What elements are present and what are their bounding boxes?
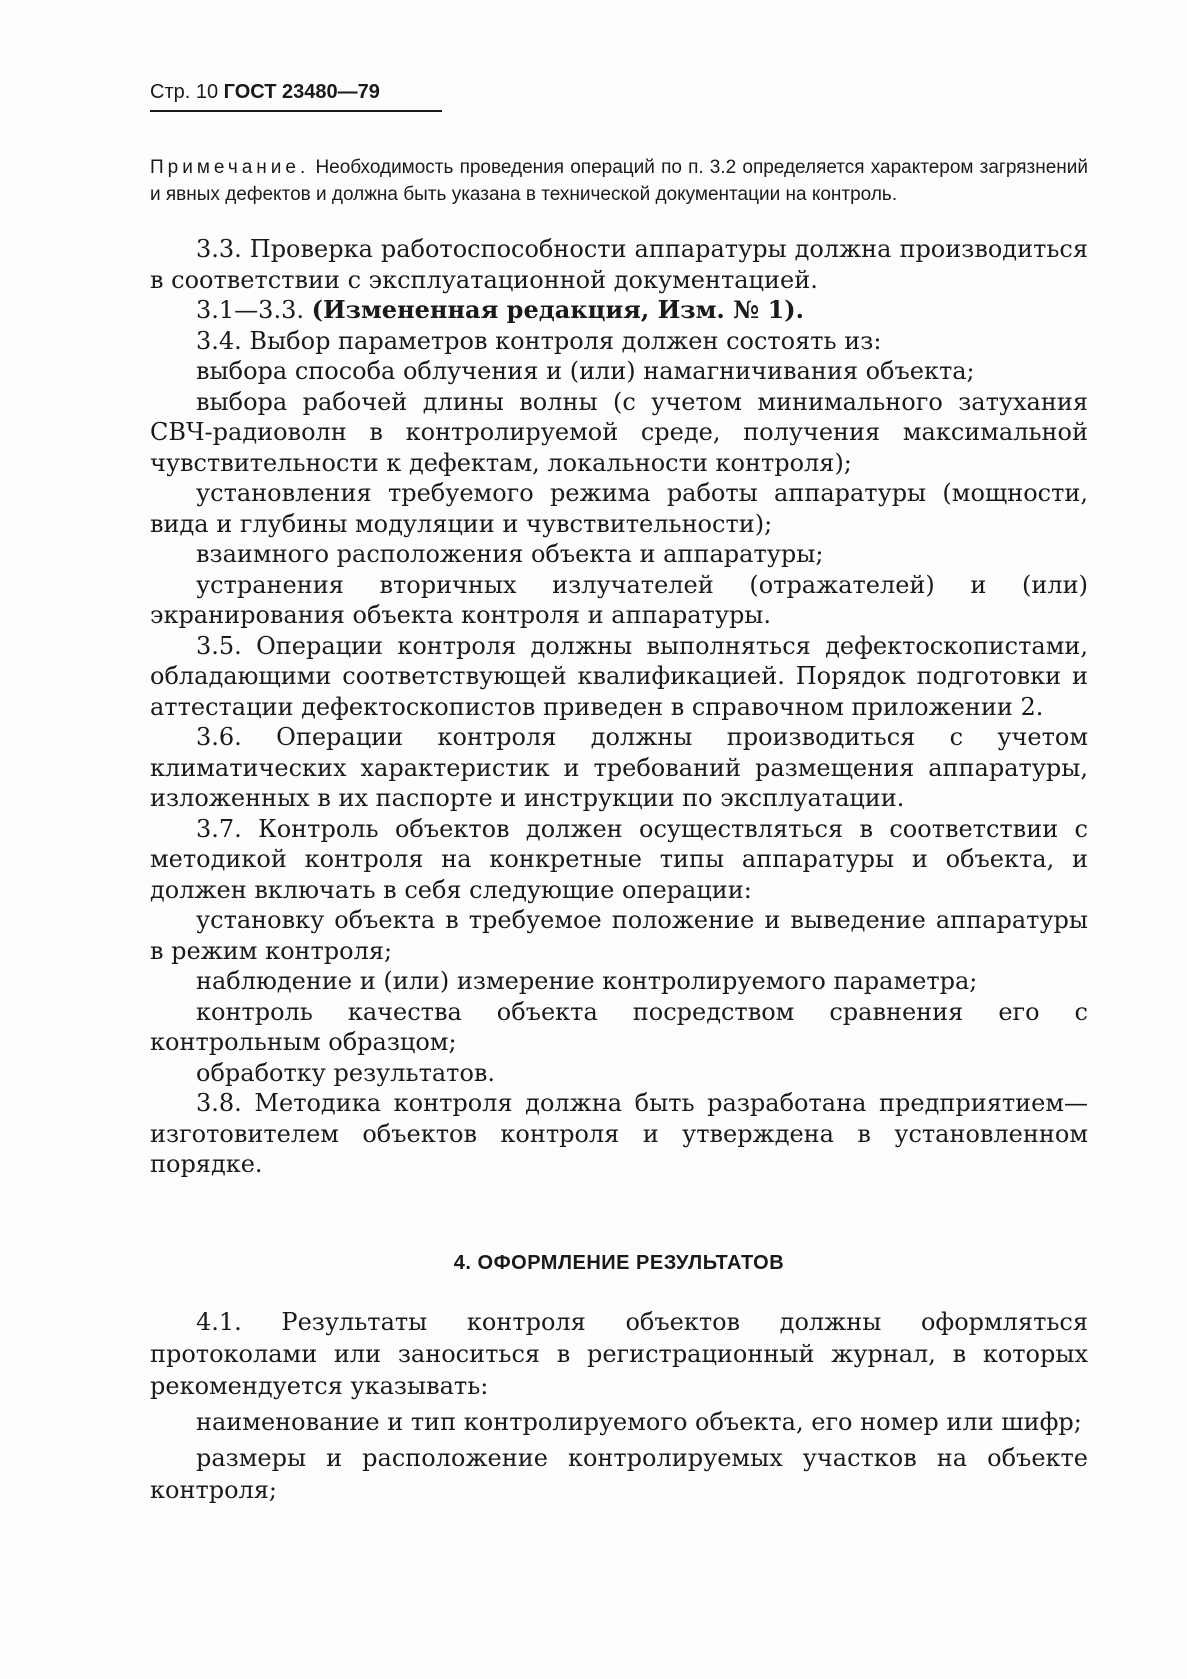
standard-number: ГОСТ 23480—79 xyxy=(223,81,380,103)
page-header xyxy=(150,78,442,112)
section-4-title: 4. ОФОРМЛЕНИЕ РЕЗУЛЬТАТОВ xyxy=(453,1252,785,1274)
section3-body xyxy=(150,234,1088,1180)
list-item: размеры и расположение контролируемых участков на объекте контроля; xyxy=(150,1444,1088,1504)
paragraph-3-3: 3.3. Проверка работоспособности аппаратуры должна производиться в соответствии с эксплуатационной документацией. xyxy=(150,235,1088,294)
note-heading: Примечание. xyxy=(150,157,310,178)
amendment-range: 3.1—3.3. xyxy=(196,296,304,324)
paragraph-3-5: 3.5. Операции контроля должны выполняться дефектоскопистами, обладающими соответствующей квалификацией. Порядок подготовки и аттестации дефектоскопистов приведен в справочном приложении 2. xyxy=(150,631,1088,721)
paragraph-3-7: 3.7. Контроль объектов должен осуществляться в соответствии с методикой контроля на конкретные типы аппаратуры и объекта, и должен включать в себя следующие операции: xyxy=(150,814,1088,904)
list-item: наименование и тип контролируемого объекта, его номер или шифр; xyxy=(196,1408,1082,1436)
note-block xyxy=(150,154,1088,208)
paragraph-3-4: 3.4. Выбор параметров контроля должен состоять из: xyxy=(196,326,882,355)
list-item: выбора способа облучения и (или) намагничивания объекта; xyxy=(196,357,975,385)
amendment-note: (Измененная редакция, Изм. № 1). xyxy=(311,295,804,324)
list-item: выбора рабочей длины волны (с учетом минимального затухания СВЧ-радиоволн в контролируемой среде, получения максимальной чувствительности к дефектам, локальности контроля); xyxy=(150,387,1088,477)
note-text: Необходимость проведения операций по п. 3.2 определяется характером загрязнений и явных дефектов и должна быть указана в технической документации на контроль. xyxy=(150,157,1088,205)
paragraph-3-6: 3.6. Операции контроля должны производиться с учетом климатических характеристик и требований размещения аппаратуры, изложенных в их паспорте и инструкции по эксплуатации. xyxy=(150,723,1088,812)
paragraph-4-1: 4.1. Результаты контроля объектов должны оформляться протоколами или заноситься в регистрационный журнал, в которых рекомендуется указывать: xyxy=(150,1308,1088,1400)
list-item: взаимного расположения объекта и аппаратуры; xyxy=(196,540,824,568)
page-number: Стр. 10 xyxy=(150,81,219,103)
amendment-line xyxy=(150,295,1088,326)
list-item: устранения вторичных излучателей (отражателей) и (или) экранирования объекта контроля и аппаратуры. xyxy=(150,570,1088,629)
list-item: установления требуемого режима работы аппаратуры (мощности, вида и глубины модуляции и чувствительности); xyxy=(150,479,1088,538)
list-item: наблюдение и (или) измерение контролируемого параметра; xyxy=(196,967,978,995)
list-item: контроль качества объекта посредством сравнения его с контрольным образцом; xyxy=(150,997,1088,1056)
paragraph-3-8: 3.8. Методика контроля должна быть разработана предприятием—изготовителем объектов контроля и утверждена в установленном порядке. xyxy=(150,1089,1088,1178)
list-item: установку объекта в требуемое положение и выведение аппаратуры в режим контроля; xyxy=(150,906,1088,965)
section4-body xyxy=(150,1306,1088,1510)
list-item: обработку результатов. xyxy=(196,1058,496,1087)
